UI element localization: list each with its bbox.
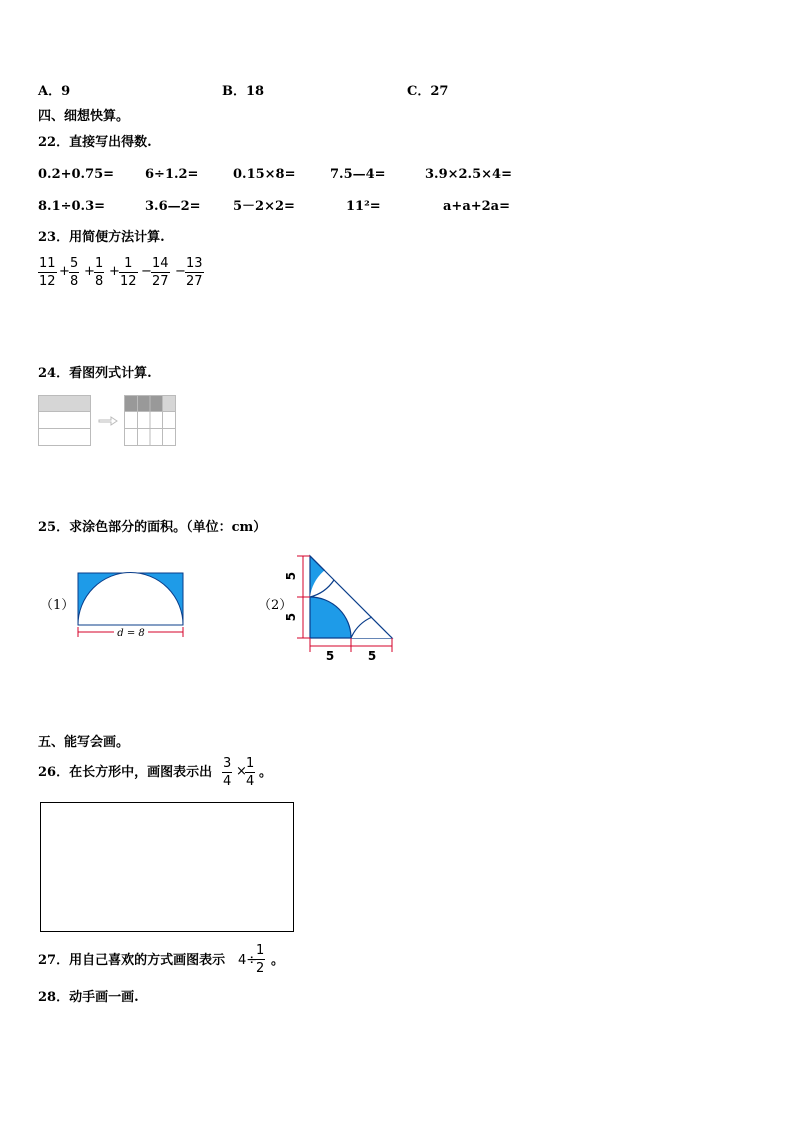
q22-item: 7.5—4=	[330, 167, 386, 182]
figure-1	[78, 573, 183, 640]
operator: +	[84, 264, 95, 279]
denominator: 12	[120, 274, 137, 289]
q27-suffix: 。	[271, 953, 285, 968]
numerator: 1	[124, 256, 133, 271]
q27-prefix: 27．用自己喜欢的方式画图表示	[38, 953, 226, 968]
q22-item: a+a+2a=	[443, 199, 510, 214]
numerator: 1	[95, 256, 104, 271]
q22-item: 3.6—2=	[145, 199, 201, 214]
section5-title: 五、能写会画。	[38, 735, 130, 750]
denominator: 12	[39, 274, 56, 289]
fraction	[222, 755, 232, 790]
q22-item: 3.9×2.5×4=	[425, 167, 512, 182]
q28-title: 28．动手画一画.	[38, 990, 139, 1005]
fig2-label: （2）	[258, 598, 293, 613]
q22-item: 0.2+0.75=	[38, 167, 115, 182]
q25-title: 25．求涂色部分的面积。（单位：cm）	[38, 520, 267, 535]
q27-lead: 4÷	[238, 953, 258, 968]
q22-item: 0.15×8=	[233, 167, 296, 182]
fraction	[255, 942, 265, 977]
fraction	[245, 755, 255, 790]
denominator: 4	[246, 774, 255, 789]
q22-title: 22．直接写出得数.	[38, 135, 152, 150]
q22-item: 11²=	[346, 199, 381, 214]
q23-title: 23．用简便方法计算.	[38, 230, 165, 245]
section4-title: 四、细想快算。	[38, 109, 130, 124]
dimension-label: 5	[284, 612, 298, 622]
numerator: 1	[256, 943, 265, 958]
drawing-rectangle[interactable]	[40, 802, 294, 932]
option-c: C．27	[407, 84, 449, 99]
q26-prefix: 26．在长方形中，画图表示出	[38, 765, 213, 780]
denominator: 2	[256, 961, 265, 976]
numerator: 3	[223, 756, 232, 771]
dimension-label: d = 8	[117, 628, 145, 639]
dimension-label: 5	[367, 649, 377, 663]
denominator: 27	[152, 274, 169, 289]
numerator: 14	[152, 256, 169, 271]
denominator: 27	[186, 274, 203, 289]
operator: −	[175, 264, 186, 279]
denominator: 4	[223, 774, 232, 789]
q24-title: 24．看图列式计算.	[38, 366, 152, 381]
numerator: 13	[186, 256, 203, 271]
numerator: 5	[70, 256, 79, 271]
q26-suffix: 。	[259, 765, 273, 780]
denominator: 8	[70, 274, 79, 289]
option-b: B．18	[222, 84, 265, 99]
numerator: 11	[39, 256, 56, 271]
q22-item: 5－2×2=	[233, 199, 295, 214]
denominator: 8	[95, 274, 104, 289]
q22-item: 6÷1.2=	[145, 167, 199, 182]
operator: +	[59, 264, 70, 279]
option-a: A．9	[38, 84, 71, 99]
operator: −	[141, 264, 152, 279]
fig1-label: （1）	[40, 598, 75, 613]
dimension-label: 5	[325, 649, 335, 663]
q22-item: 8.1÷0.3=	[38, 199, 106, 214]
operator: ×	[236, 764, 247, 779]
numerator: 1	[246, 756, 255, 771]
figure-2	[284, 556, 392, 663]
dimension-label: 5	[284, 571, 298, 581]
operator: +	[109, 264, 120, 279]
